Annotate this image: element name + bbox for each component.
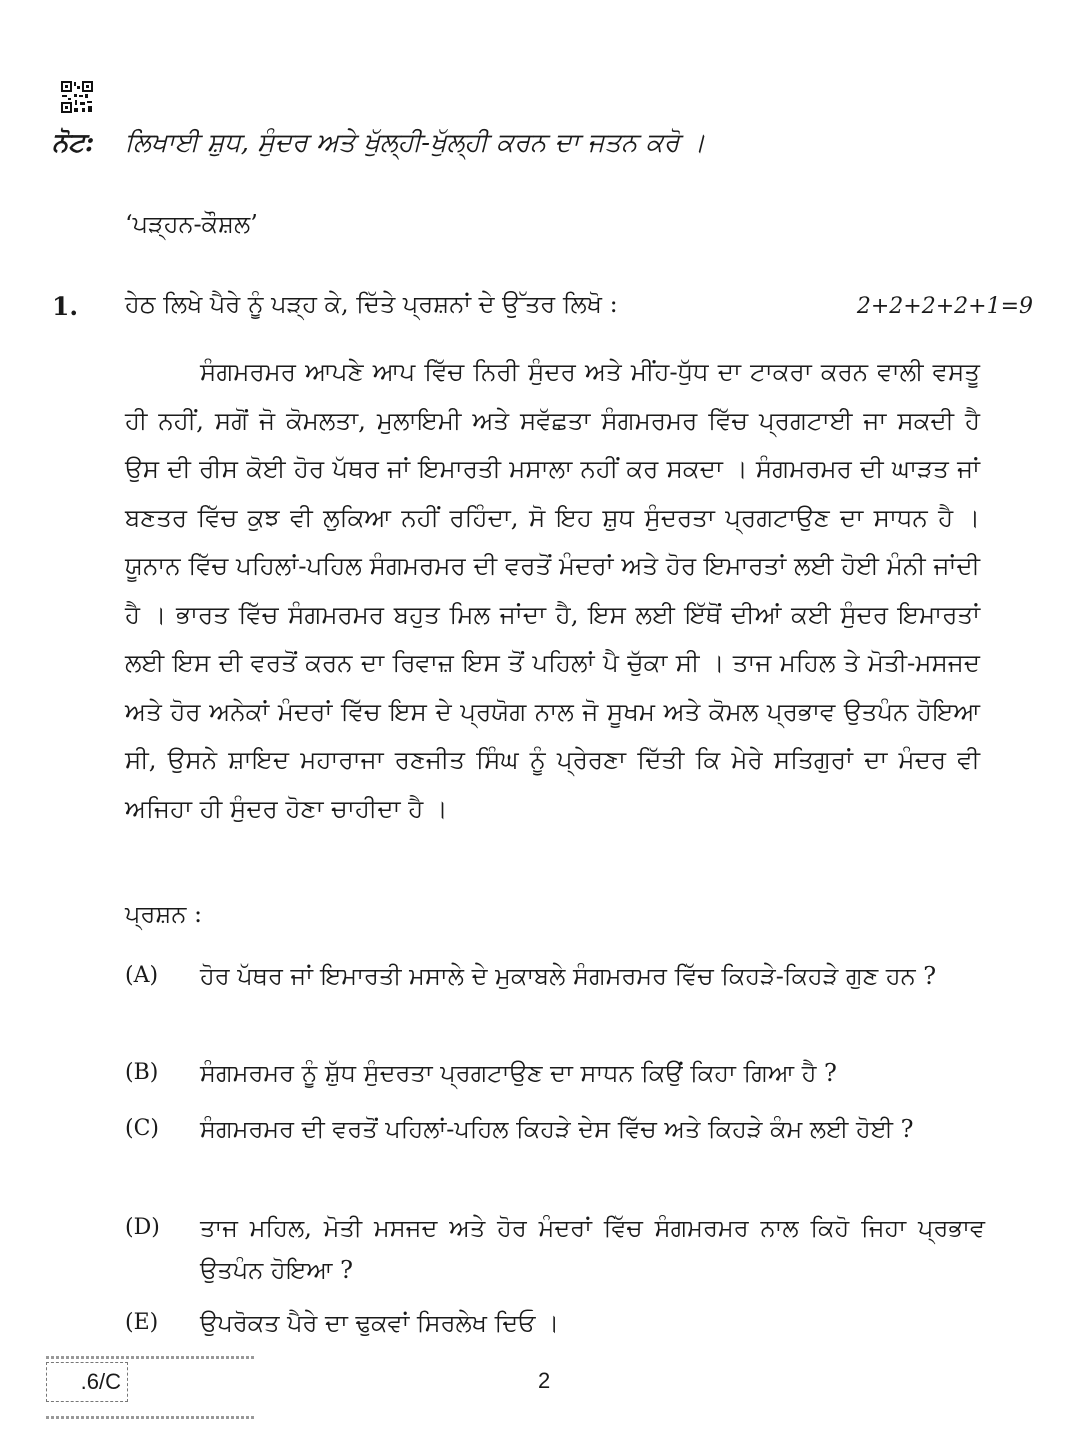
subquestion-letter: (C) (125, 1116, 159, 1141)
paper-code: .6/C (46, 1362, 128, 1402)
security-microline-bottom (46, 1416, 256, 1419)
subquestion-c (125, 1108, 985, 1150)
page-number: 2 (538, 1368, 551, 1393)
question-number: 1. (52, 292, 79, 321)
subquestion-text: ਸੰਗਮਰਮਰ ਨੂੰ ਸ਼ੁੱਧ ਸੁੰਦਰਤਾ ਪ੍ਰਗਟਾਉਣ ਦਾ ਸਾਧਨ ਕਿਉਂ ਕਿਹਾ ਗਿਆ ਹੈ ? (200, 1059, 837, 1087)
note-label: ਨੋਟ: (52, 128, 95, 158)
subquestion-d (125, 1207, 985, 1291)
questions-label: ਪ੍ਰਸ਼ਨ : (125, 900, 203, 928)
subquestion-e (125, 1302, 985, 1344)
note-text: ਲਿਖਾਈ ਸ਼ੁਧ, ਸੁੰਦਰ ਅਤੇ ਖੁੱਲ੍ਹੀ-ਖੁੱਲ੍ਹੀ ਕਰਨ ਦਾ ਜਤਨ ਕਰੋ । (124, 128, 706, 158)
subquestion-text: ਉਪਰੋਕਤ ਪੈਰੇ ਦਾ ਢੁਕਵਾਂ ਸਿਰਲੇਖ ਦਿਓ । (200, 1309, 560, 1337)
subquestion-text: ਸੰਗਮਰਮਰ ਦੀ ਵਰਤੋਂ ਪਹਿਲਾਂ-ਪਹਿਲ ਕਿਹੜੇ ਦੇਸ ਵਿੱਚ ਅਤੇ ਕਿਹੜੇ ਕੰਮ ਲਈ ਹੋਈ ? (200, 1115, 914, 1143)
subquestion-letter: (D) (125, 1215, 160, 1240)
question-instruction: ਹੇਠ ਲਿਖੇ ਪੈਰੇ ਨੂੰ ਪੜ੍ਹ ਕੇ, ਦਿੱਤੇ ਪ੍ਰਸ਼ਨਾਂ ਦੇ ਉੱਤਰ ਲਿਖੋ : (125, 290, 618, 318)
qr-code-icon (60, 80, 94, 114)
note (52, 128, 705, 159)
reading-passage: ਸੰਗਮਰਮਰ ਆਪਣੇ ਆਪ ਵਿੱਚ ਨਿਰੀ ਸੁੰਦਰ ਅਤੇ ਮੀਂਹ-ਧੁੱਧ ਦਾ ਟਾਕਰਾ ਕਰਨ ਵਾਲੀ ਵਸਤੂ ਹੀ ਨਹੀਂ, ਸਗੋਂ ਜੋ ਕੋਮਲਤਾ, ਮੁਲਾਇਮੀ ਅਤੇ ਸਵੱਛਤਾ ਸੰਗਮਰਮਰ ਵਿੱਚ ਪ੍ਰਗਟਾਈ ਜਾ ਸਕਦੀ ਹੈ ਉਸ ਦੀ ਰੀਸ ਕੋਈ ਹੋਰ ਪੱਥਰ ਜਾਂ ਇਮਾਰਤੀ ਮਸਾਲਾ ਨਹੀਂ ਕਰ ਸਕਦਾ । ਸੰਗਮਰਮਰ ਦੀ ਘਾੜਤ ਜਾਂ ਬਣਤਰ ਵਿੱਚ ਕੁਝ ਵੀ ਲੁਕਿਆ ਨਹੀਂ ਰਹਿੰਦਾ, ਸੋ ਇਹ ਸ਼ੁਧ ਸੁੰਦਰਤਾ ਪ੍ਰਗਟਾਉਣ ਦਾ ਸਾਧਨ ਹੈ । ਯੂਨਾਨ ਵਿੱਚ ਪਹਿਲਾਂ-ਪਹਿਲ ਸੰਗਮਰਮਰ ਦੀ ਵਰਤੋਂ ਮੰਦਰਾਂ ਅਤੇ ਹੋਰ ਇਮਾਰਤਾਂ ਲਈ ਹੋਈ ਮੰਨੀ ਜਾਂਦੀ ਹੈ । ਭਾਰਤ ਵਿੱਚ ਸੰਗਮਰਮਰ ਬਹੁਤ ਮਿਲ ਜਾਂਦਾ ਹੈ, ਇਸ ਲਈ ਇੱਥੋਂ ਦੀਆਂ ਕਈ ਸੁੰਦਰ ਇਮਾਰਤਾਂ ਲਈ ਇਸ ਦੀ ਵਰਤੋਂ ਕਰਨ ਦਾ ਰਿਵਾਜ਼ ਇਸ ਤੋਂ ਪਹਿਲਾਂ ਪੈ ਚੁੱਕਾ ਸੀ । ਤਾਜ ਮਹਿਲ ਤੇ ਮੋਤੀ-ਮਸਜਦ ਅਤੇ ਹੋਰ ਅਨੇਕਾਂ ਮੰਦਰਾਂ ਵਿੱਚ ਇਸ ਦੇ ਪ੍ਰਯੋਗ ਨਾਲ ਜੋ ਸੂਖਮ ਅਤੇ ਕੋਮਲ ਪ੍ਰਭਾਵ ਉਤਪੰਨ ਹੋਇਆ ਸੀ, ਉਸਨੇ ਸ਼ਾਇਦ ਮਹਾਰਾਜਾ ਰਣਜੀਤ ਸਿੰਘ ਨੂੰ ਪ੍ਰੇਰਣਾ ਦਿੱਤੀ ਕਿ ਮੇਰੇ ਸਤਿਗੁਰਾਂ ਦਾ ਮੰਦਰ ਵੀ ਅਜਿਹਾ ਹੀ ਸੁੰਦਰ ਹੋਣਾ ਚਾਹੀਦਾ ਹੈ । (125, 357, 980, 823)
security-microline-top (46, 1356, 256, 1359)
question-marks: 2+2+2+2+1=9 (856, 294, 1033, 319)
section-title: ‘ਪੜ੍ਹਨ-ਕੌਸ਼ਲ’ (125, 210, 258, 238)
subquestion-a (125, 955, 985, 997)
subquestion-b (125, 1052, 985, 1094)
subquestion-letter: (A) (125, 963, 159, 988)
subquestion-text: ਹੋਰ ਪੱਥਰ ਜਾਂ ਇਮਾਰਤੀ ਮਸਾਲੇ ਦੇ ਮੁਕਾਬਲੇ ਸੰਗਮਰਮਰ ਵਿੱਚ ਕਿਹੜੇ-ਕਿਹੜੇ ਗੁਣ ਹਨ ? (200, 962, 937, 990)
subquestion-letter: (E) (125, 1310, 159, 1335)
subquestion-text: ਤਾਜ ਮਹਿਲ, ਮੋਤੀ ਮਸਜਦ ਅਤੇ ਹੋਰ ਮੰਦਰਾਂ ਵਿੱਚ ਸੰਗਮਰਮਰ ਨਾਲ ਕਿਹੋ ਜਿਹਾ ਪ੍ਰਭਾਵ ਉਤਪੰਨ ਹੋਇਆ ? (200, 1214, 985, 1284)
subquestion-letter: (B) (125, 1060, 159, 1085)
